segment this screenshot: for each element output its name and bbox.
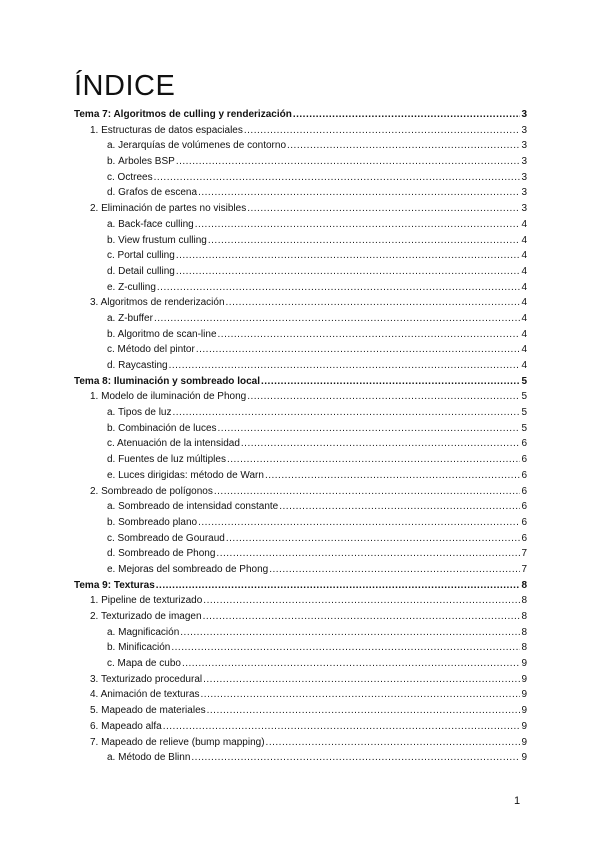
- toc-entry-page: 7: [521, 563, 527, 575]
- toc-dot-leader: [266, 737, 521, 748]
- toc-entry[interactable]: [74, 627, 527, 643]
- toc-dot-leader: [191, 752, 520, 763]
- toc-entry-page: 4: [521, 234, 527, 246]
- toc-dot-leader: [203, 674, 520, 685]
- toc-entry-label: d. Raycasting: [107, 360, 168, 371]
- toc-dot-leader: [195, 219, 521, 230]
- toc-entry-page: 3: [521, 187, 527, 199]
- toc-entry-page: 6: [521, 438, 527, 450]
- toc-entry-label: 1. Estructuras de datos espaciales: [90, 124, 243, 136]
- toc-entry-label: 2. Sombreado de polígonos: [90, 485, 213, 497]
- toc-entry[interactable]: [74, 282, 527, 298]
- toc-entry-page: 9: [521, 673, 527, 685]
- toc-dot-leader: [287, 140, 520, 151]
- toc-entry[interactable]: [74, 360, 527, 376]
- toc-entry[interactable]: [74, 752, 527, 768]
- toc-entry-label: b. Combinación de luces: [107, 422, 217, 434]
- toc-entry-label: b. Minificación: [107, 642, 171, 654]
- toc-entry-page: 3: [521, 140, 527, 152]
- toc-dot-leader: [214, 486, 521, 497]
- toc-entry-page: 9: [521, 752, 527, 764]
- toc-entry[interactable]: [74, 470, 527, 486]
- toc-entry[interactable]: [74, 376, 527, 392]
- toc-entry[interactable]: [74, 297, 527, 313]
- toc-entry[interactable]: [74, 109, 527, 125]
- toc-dot-leader: [226, 533, 521, 544]
- toc-entry-page: 5: [521, 375, 527, 387]
- toc-entry-label: 4. Animación de texturas: [90, 689, 200, 701]
- toc-entry-page: 8: [521, 626, 527, 638]
- toc-entry-page: 8: [521, 611, 527, 622]
- toc-entry[interactable]: [74, 548, 527, 564]
- table-of-contents: [74, 109, 527, 768]
- toc-entry-page: 6: [521, 485, 527, 497]
- toc-entry[interactable]: [74, 329, 527, 345]
- toc-dot-leader: [208, 235, 521, 246]
- toc-entry-page: 4: [521, 281, 527, 293]
- toc-entry-label: b. Árboles BSP: [107, 156, 175, 168]
- toc-entry-page: 5: [521, 391, 527, 403]
- toc-entry-label: a. Magnificación: [107, 626, 180, 638]
- toc-entry-label: c. Método del pintor: [107, 344, 195, 356]
- toc-entry[interactable]: [74, 423, 527, 439]
- toc-entry[interactable]: [74, 125, 527, 141]
- toc-entry[interactable]: [74, 486, 527, 502]
- toc-entry[interactable]: [74, 517, 527, 533]
- toc-dot-leader: [198, 517, 520, 528]
- toc-entry-page: 6: [521, 516, 527, 528]
- toc-entry-page: 3: [521, 156, 527, 168]
- toc-entry[interactable]: [74, 642, 527, 658]
- toc-dot-leader: [265, 470, 521, 481]
- toc-dot-leader: [241, 438, 521, 449]
- toc-entry[interactable]: [74, 595, 527, 611]
- toc-dot-leader: [157, 282, 521, 293]
- toc-dot-leader: [293, 109, 521, 120]
- toc-entry-label: a. Tipos de luz: [107, 407, 172, 419]
- toc-entry[interactable]: [74, 250, 527, 266]
- toc-dot-leader: [182, 658, 521, 669]
- toc-entry-label: 2. Eliminación de partes no visibles: [90, 203, 247, 215]
- toc-entry[interactable]: [74, 313, 527, 329]
- toc-dot-leader: [244, 125, 521, 136]
- toc-dot-leader: [176, 250, 521, 261]
- toc-entry[interactable]: [74, 187, 527, 203]
- toc-entry-page: 6: [521, 501, 527, 513]
- toc-dot-leader: [154, 313, 520, 324]
- toc-entry[interactable]: [74, 674, 527, 690]
- toc-dot-leader: [196, 344, 521, 355]
- toc-entry-label: Tema 9: Texturas: [74, 579, 155, 591]
- toc-entry-label: e. Mejoras del sombreado de Phong: [107, 563, 269, 575]
- toc-entry[interactable]: [74, 454, 527, 470]
- toc-entry-label: c. Mapa de cubo: [107, 658, 181, 670]
- toc-entry-page: 4: [521, 250, 527, 262]
- toc-entry-label: Tema 7: Algoritmos de culling y renderización: [74, 109, 292, 120]
- toc-entry-label: 7. Mapeado de relieve (bump mapping): [90, 736, 265, 748]
- toc-dot-leader: [201, 689, 521, 700]
- toc-dot-leader: [169, 360, 521, 371]
- toc-dot-leader: [203, 611, 521, 622]
- toc-dot-leader: [261, 376, 520, 387]
- toc-entry[interactable]: [74, 344, 527, 360]
- toc-entry-page: 4: [521, 344, 527, 356]
- toc-dot-leader: [216, 548, 520, 559]
- toc-dot-leader: [198, 187, 520, 198]
- toc-entry-page: 3: [521, 203, 527, 215]
- toc-entry-page: 4: [521, 312, 527, 324]
- toc-dot-leader: [247, 203, 520, 214]
- toc-entry-label: b. View frustum culling: [107, 234, 207, 246]
- toc-entry-label: 1. Pipeline de texturizado: [90, 595, 203, 607]
- toc-entry-page: 5: [521, 407, 527, 419]
- toc-dot-leader: [227, 454, 520, 465]
- toc-entry-page: 6: [521, 469, 527, 481]
- toc-entry-label: d. Sombreado de Phong: [107, 548, 216, 560]
- toc-entry[interactable]: [74, 737, 527, 753]
- toc-dot-leader: [279, 501, 520, 512]
- toc-entry-label: a. Back-face culling: [107, 218, 194, 230]
- toc-entry-page: 9: [521, 658, 527, 670]
- toc-entry-page: 9: [521, 736, 527, 748]
- toc-dot-leader: [218, 423, 521, 434]
- toc-entry[interactable]: [74, 219, 527, 235]
- toc-entry-label: c. Octrees: [107, 171, 153, 183]
- toc-entry-page: 3: [521, 171, 527, 183]
- toc-entry[interactable]: [74, 407, 527, 423]
- toc-entry-page: 9: [521, 720, 527, 732]
- toc-dot-leader: [226, 297, 521, 308]
- toc-entry-label: 1. Modelo de iluminación de Phong: [90, 391, 247, 403]
- toc-dot-leader: [172, 407, 520, 418]
- toc-entry-label: d. Grafos de escena: [107, 187, 198, 199]
- toc-entry-label: 3. Texturizado procedural: [90, 673, 203, 685]
- toc-entry[interactable]: [74, 203, 527, 219]
- toc-dot-leader: [247, 391, 520, 402]
- toc-entry-label: e. Z-culling: [107, 281, 156, 293]
- toc-entry-label: 3. Algoritmos de renderización: [90, 297, 225, 309]
- toc-entry[interactable]: [74, 501, 527, 517]
- toc-entry-label: 6. Mapeado alfa: [90, 720, 162, 732]
- toc-dot-leader: [154, 172, 521, 183]
- toc-dot-leader: [163, 721, 521, 732]
- toc-entry[interactable]: [74, 140, 527, 156]
- toc-dot-leader: [171, 642, 520, 653]
- toc-entry[interactable]: [74, 611, 527, 627]
- toc-dot-leader: [269, 564, 520, 575]
- toc-entry-page: 4: [521, 328, 527, 340]
- toc-entry[interactable]: [74, 391, 527, 407]
- toc-entry[interactable]: [74, 564, 527, 580]
- toc-dot-leader: [207, 705, 521, 716]
- toc-entry[interactable]: [74, 533, 527, 549]
- toc-entry-label: a. Método de Blinn: [107, 752, 191, 764]
- toc-entry-page: 9: [521, 689, 527, 701]
- toc-entry[interactable]: [74, 705, 527, 721]
- toc-entry-page: 5: [521, 422, 527, 434]
- toc-entry-page: 7: [521, 548, 527, 560]
- toc-entry[interactable]: [74, 156, 527, 172]
- toc-entry-page: 8: [521, 595, 527, 607]
- page-number: 1: [514, 795, 521, 807]
- toc-entry-label: c. Sombreado de Gouraud: [107, 532, 225, 544]
- toc-entry[interactable]: [74, 689, 527, 705]
- toc-dot-leader: [203, 595, 520, 606]
- toc-entry-page: 8: [521, 579, 527, 591]
- toc-entry-label: b. Sombreado plano: [107, 516, 198, 528]
- toc-dot-leader: [156, 580, 521, 591]
- page-title: ÍNDICE: [74, 70, 176, 102]
- toc-entry-label: c. Atenuación de la intensidad: [107, 438, 240, 450]
- toc-entry-page: 8: [521, 642, 527, 654]
- toc-entry-label: d. Fuentes de luz múltiples: [107, 454, 226, 466]
- toc-dot-leader: [218, 329, 521, 340]
- toc-entry-page: 4: [521, 265, 527, 277]
- toc-dot-leader: [180, 627, 520, 638]
- toc-entry-page: 3: [521, 124, 527, 136]
- toc-entry[interactable]: [74, 266, 527, 282]
- toc-entry-page: 4: [521, 360, 527, 371]
- toc-entry-label: 2. Texturizado de imagen: [90, 611, 202, 622]
- toc-entry-page: 6: [521, 532, 527, 544]
- toc-entry-label: Tema 8: Iluminación y sombreado local: [74, 375, 260, 387]
- toc-entry-label: a. Sombreado de intensidad constante: [107, 501, 279, 513]
- toc-entry[interactable]: [74, 580, 527, 596]
- toc-entry-page: 4: [521, 218, 527, 230]
- toc-entry-label: 5. Mapeado de materiales: [90, 705, 206, 717]
- toc-entry-page: 4: [521, 297, 527, 309]
- toc-dot-leader: [176, 266, 521, 277]
- toc-entry-label: e. Luces dirigidas: método de Warn: [107, 469, 264, 481]
- toc-entry-page: 6: [521, 454, 527, 466]
- toc-entry-page: 9: [521, 705, 527, 717]
- toc-entry-label: d. Detail culling: [107, 265, 175, 277]
- toc-entry-label: b. Algoritmo de scan-line: [107, 328, 217, 340]
- toc-entry[interactable]: [74, 721, 527, 737]
- toc-entry[interactable]: [74, 438, 527, 454]
- toc-dot-leader: [176, 156, 521, 167]
- toc-entry-label: a. Jerarquías de volúmenes de contorno: [107, 140, 286, 152]
- toc-entry-page: 3: [521, 109, 527, 120]
- toc-entry[interactable]: [74, 658, 527, 674]
- toc-entry-label: a. Z-buffer: [107, 312, 153, 324]
- toc-entry[interactable]: [74, 235, 527, 251]
- toc-entry[interactable]: [74, 172, 527, 188]
- toc-entry-label: c. Portal culling: [107, 250, 175, 262]
